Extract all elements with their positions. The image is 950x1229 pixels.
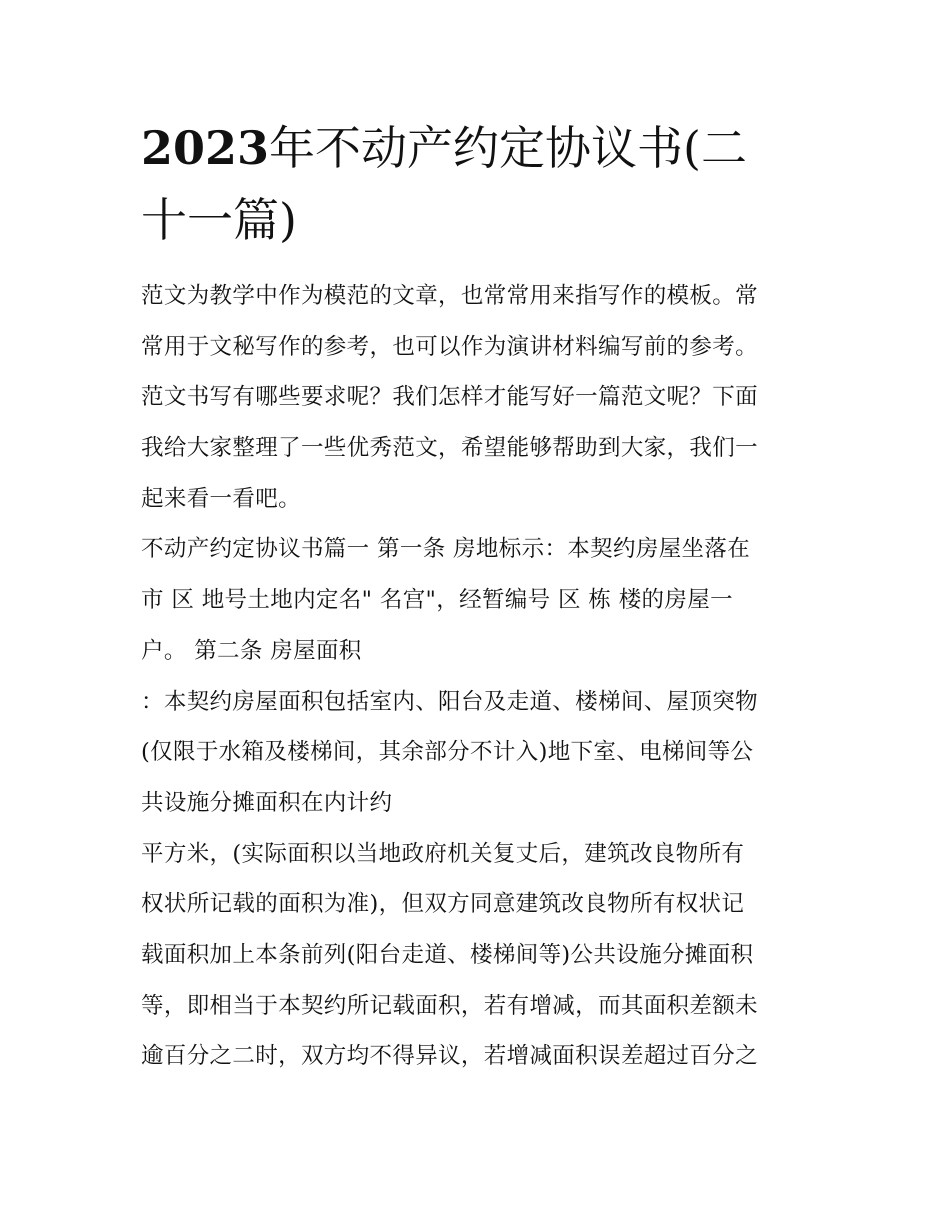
body-line: 共设施分摊面积在内计约 [141,789,393,816]
document-title [141,112,813,256]
document-page [141,112,813,1082]
intro-line: 起来看一看吧。 [141,485,301,512]
body-line: 平方米，(实际面积以当地政府机关复丈后，建筑改良物所有 [141,840,745,867]
body-line: 市 区 地号土地内定名" 名宫"，经暂编号 区 栋 楼的房屋一 [141,587,733,614]
body-line: 载面积加上本条前列(阳台走道、楼梯间等)公共设施分摊面积 [141,941,754,968]
agreement-body [141,524,813,1082]
title-line-1 [141,121,747,175]
body-line: 权状所记载的面积为准)，但双方同意建筑改良物所有权状记 [141,891,745,918]
body-line: (仅限于水箱及楼梯间，其余部分不计入)地下室、电梯间等公 [141,739,754,766]
intro-line: 范文为教学中作为模范的文章，也常常用来指写作的模板。常 [141,283,758,309]
title-line-1-text: 年不动产约定协议书(二 [269,121,747,175]
body-line: 户。 第二条 房屋面积 [141,637,362,664]
intro-line: 常用于文秘写作的参考，也可以作为演讲材料编写前的参考。 [141,333,758,360]
title-year: 2023 [141,121,270,175]
body-line: 不动产约定协议书篇一 第一条 房地标示：本契约房屋坐落在 [141,536,751,563]
intro-line: 我给大家整理了一些优秀范文，希望能够帮助到大家，我们一 [141,435,758,462]
intro-line: 范文书写有哪些要求呢？我们怎样才能写好一篇范文呢？下面 [141,384,758,411]
body-line: 等，即相当于本契约所记载面积，若有增减，而其面积差额未 [141,992,758,1019]
body-line: ：本契约房屋面积包括室内、阳台及走道、楼梯间、屋顶突物 [141,688,758,715]
body-line: 逾百分之二时，双方均不得异议，若增减面积误差超过百分之 [141,1043,758,1070]
title-line-2: 十一篇) [141,193,297,247]
intro-paragraph [141,271,813,524]
